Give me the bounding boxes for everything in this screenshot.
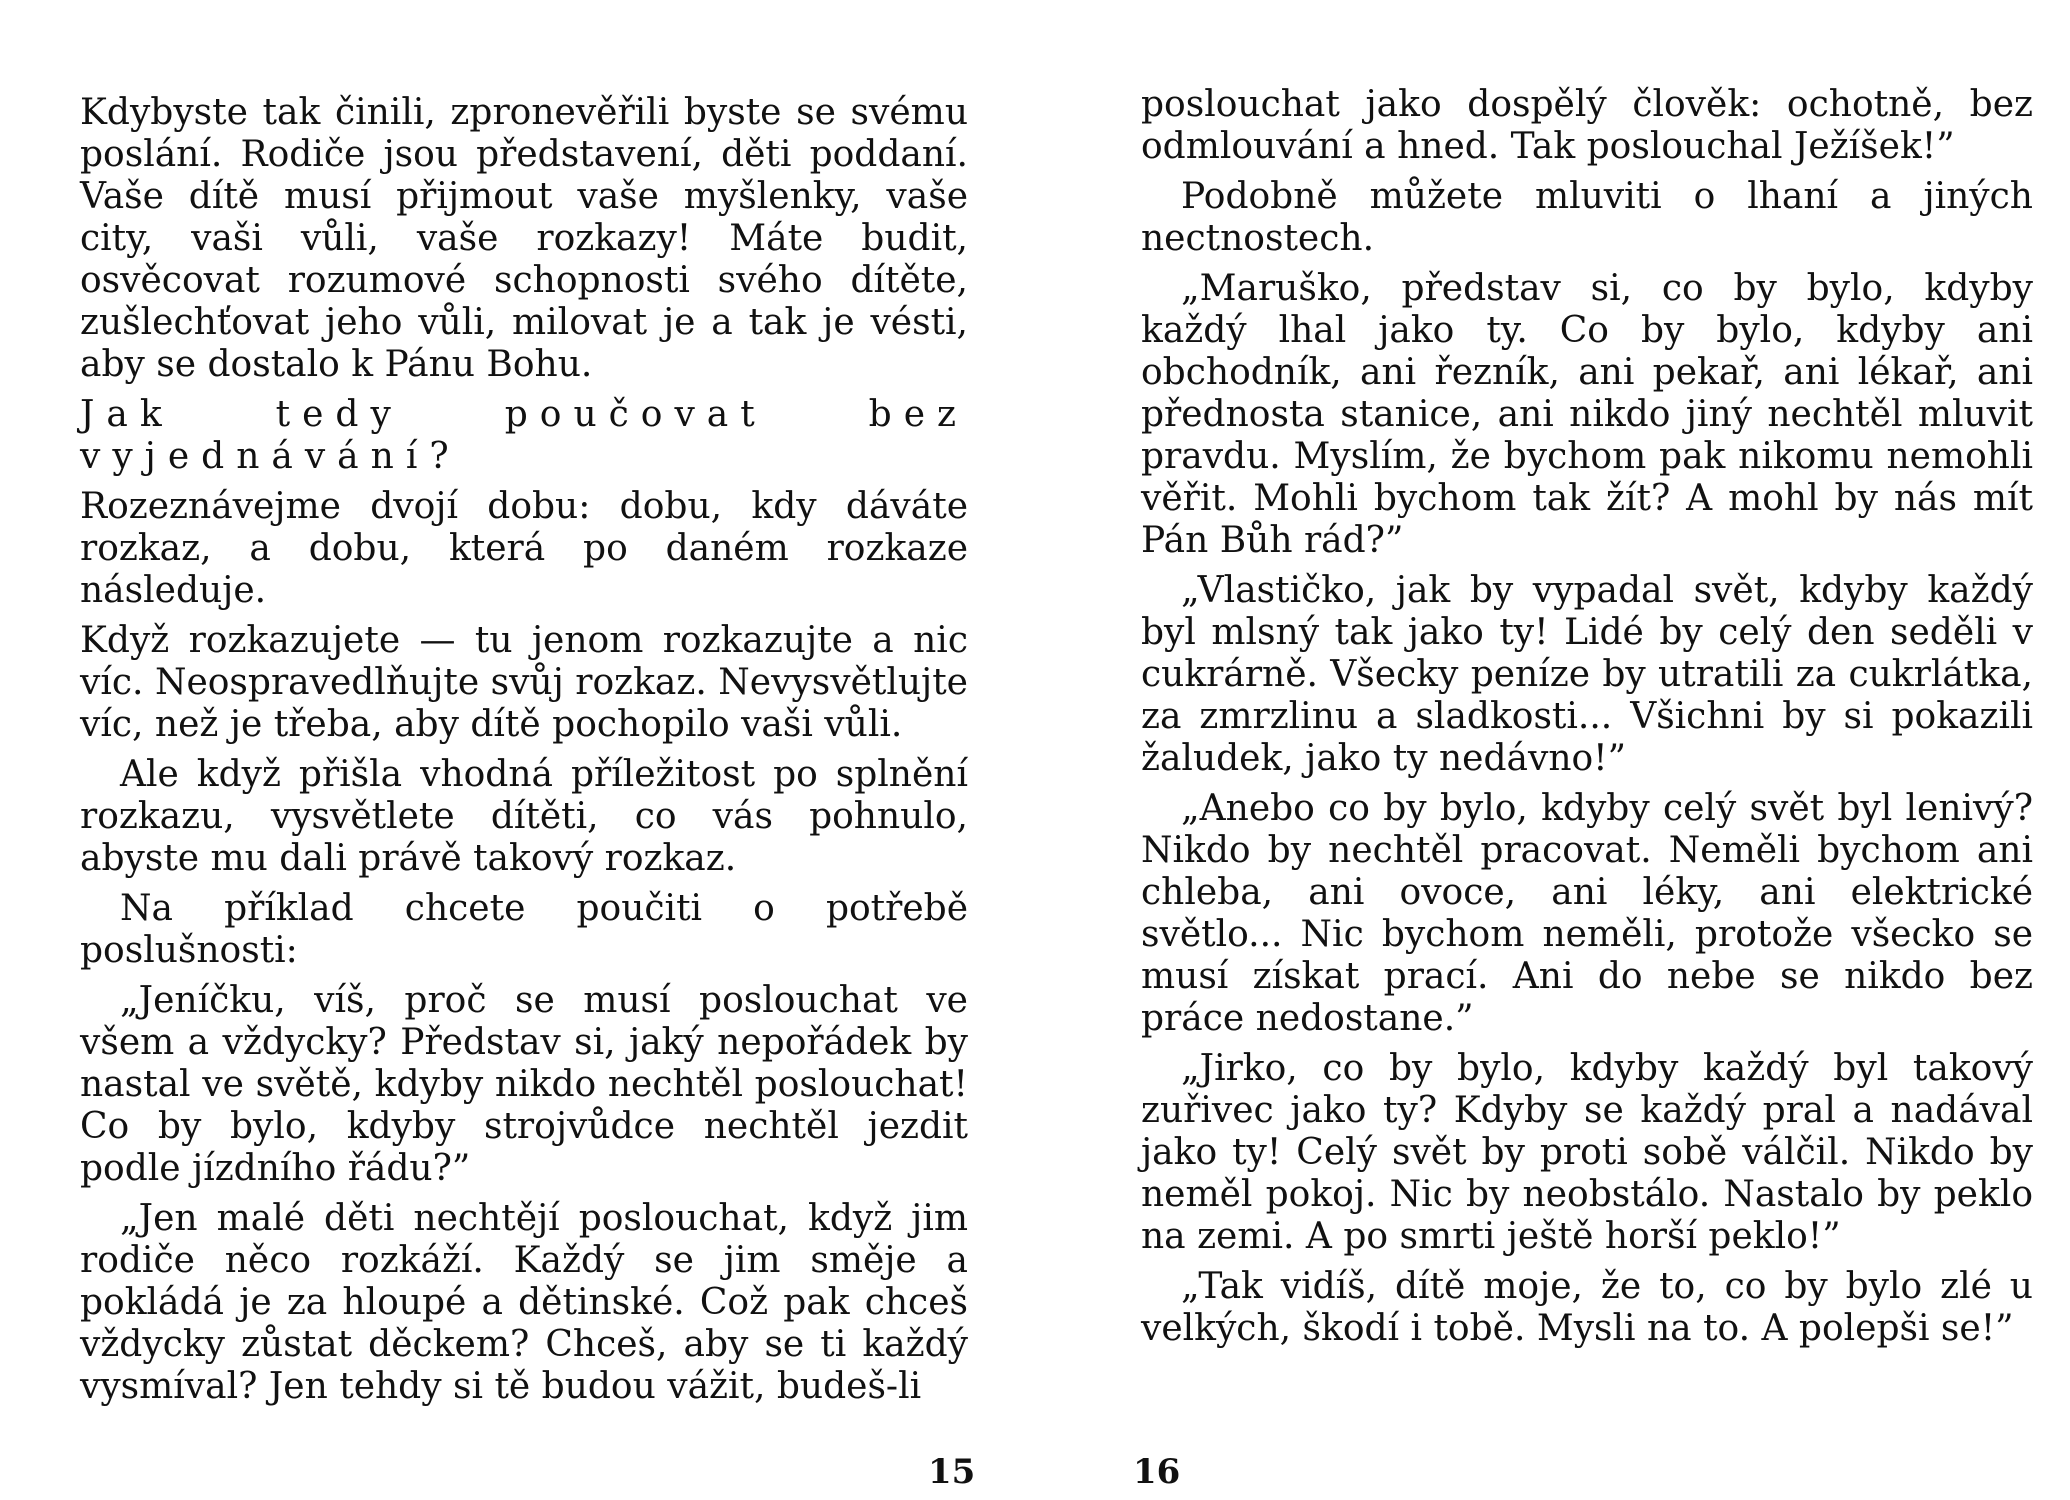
paragraph: „Vlastičko, jak by vypadal svět, kdyby každý byl mlsný tak jako ty! Lidé by celý den seděli v cukrárně. Všecky peníze by utratili za cukrlátka, za zmrzlinu a sladkosti... Všichni by si pokazili žaludek, jako ty nedávno!”: [1141, 570, 2033, 779]
paragraph: Ale když přišla vhodná příležitost po splnění rozkazu, vysvětlete dítěti, co vás pohnulo, abyste mu dali právě takový rozkaz.: [80, 754, 968, 879]
paragraph: „Maruško, představ si, co by bylo, kdyby každý lhal jako ty. Co by bylo, kdyby ani obchodník, ani řezník, ani pekař, ani lékař, ani přednosta stanice, ani nikdo jiný nechtěl mluvit pravdu. Myslím, že bychom pak nikomu nemohli věřit. Mohli bychom tak žít? A mohl by nás mít Pán Bůh rád?”: [1141, 268, 2033, 561]
page-number: 16: [1133, 1452, 1181, 1492]
left-page-text: [80, 92, 968, 1408]
right-page: [1035, 0, 2070, 1500]
paragraph: „Jeníčku, víš, proč se musí poslouchat ve všem a vždycky? Představ si, jaký nepořádek by nastal ve světě, kdyby nikdo nechtěl poslouchat! Co by bylo, kdyby strojvůdce nechtěl jezdit podle jízdního řádu?”: [80, 980, 968, 1189]
paragraph: Podobně můžete mluviti o lhaní a jiných nectnostech.: [1141, 176, 2033, 259]
paragraph: „Anebo co by bylo, kdyby celý svět byl lenivý? Nikdo by nechtěl pracovat. Neměli bychom ani chleba, ani ovoce, ani léky, ani elektrické světlo... Nic bychom neměli, protože všecko se musí získat prací. Ani do nebe se nikdo bez práce nedostane.”: [1141, 788, 2033, 1039]
paragraph: Rozeznávejme dvojí dobu: dobu, kdy dáváte rozkaz, a dobu, která po daném rozkaze následuje.: [80, 486, 968, 611]
paragraph: „Tak vidíš, dítě moje, že to, co by bylo zlé u velkých, škodí i tobě. Mysli na to. A polepši se!”: [1141, 1266, 2033, 1349]
paragraph: „Jirko, co by bylo, kdyby každý byl takový zuřivec jako ty? Kdyby se každý pral a nadával jako ty! Celý svět by proti sobě válčil. Nikdo by neměl pokoj. Nic by neobstálo. Nastalo by peklo na zemi. A po smrti ještě horší peklo!”: [1141, 1048, 2033, 1257]
paragraph: Když rozkazujete — tu jenom rozkazujte a nic víc. Neospravedlňujte svůj rozkaz. Nevysvětlujte víc, než je třeba, aby dítě pochopilo vaši vůli.: [80, 620, 968, 745]
section-question: Jak tedy poučovat bez vyjednávání?: [80, 394, 968, 477]
paragraph: poslouchat jako dospělý člověk: ochotně, bez odmlouvání a hned. Tak poslouchal Ježíšek!”: [1141, 84, 2033, 167]
paragraph: Na příklad chcete poučiti o potřebě poslušnosti:: [80, 888, 968, 971]
page-number: 15: [928, 1452, 976, 1492]
paragraph: Kdybyste tak činili, zpronevěřili byste se svému poslání. Rodiče jsou představení, děti poddaní. Vaše dítě musí přijmout vaše myšlenky, vaše city, vaši vůli, vaše rozkazy! Máte budit, osvěcovat rozumové schopnosti svého dítěte, zušlechťovat jeho vůli, milovat je a tak je vésti, aby se dostalo k Pánu Bohu.: [80, 92, 968, 385]
right-page-text: [1141, 84, 2033, 1350]
paragraph: „Jen malé děti nechtějí poslouchat, když jim rodiče něco rozkáží. Každý se jim směje a pokládá je za hloupé a dětinské. Což pak chceš vždycky zůstat děckem? Chceš, aby se ti každý vysmíval? Jen tehdy si tě budou vážit, budeš-li: [80, 1198, 968, 1407]
